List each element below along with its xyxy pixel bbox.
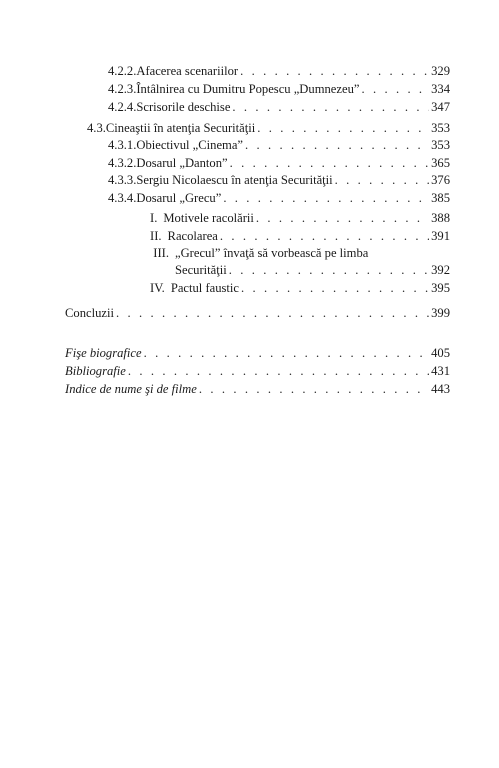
toc-entry-title: Dosarul „Grecu” [136,191,222,205]
toc-entry-title: Scrisorile deschise [136,100,231,114]
dot-leader [230,155,429,171]
toc-entry-number: 4.2.3. [108,82,137,96]
toc-entry-page: 399 [431,306,450,320]
dot-leader [335,172,429,188]
toc-entry-page: 353 [431,121,450,135]
toc-entry-part-iv[interactable] [150,280,450,296]
toc-entry-title: Obiectivul „Cinema” [136,138,244,152]
toc-entry-number: IV. [150,281,165,295]
toc-entry-title: Afacerea scenariilor [136,64,239,78]
toc-entry-title: Pactul faustic [170,281,240,295]
toc-entry-number: 4.3.4. [108,191,137,205]
dot-leader [116,305,429,321]
toc-entry-title: Sergiu Nicolaescu în atenţia Securităţii [136,173,333,187]
toc-entry-4-2-3[interactable] [108,81,450,97]
dot-leader [128,363,429,379]
toc-entry-page: 353 [431,138,450,152]
dot-leader [199,381,429,397]
toc-entry-page: 391 [431,229,450,243]
toc-entry-page: 405 [431,346,450,360]
toc-entry-indice[interactable] [65,381,450,397]
toc-entry-page: 329 [431,64,450,78]
toc-entry-number: 4.3.3. [108,173,137,187]
toc-entry-fise-biografice[interactable] [65,345,450,361]
toc-entry-4-3-4[interactable] [108,190,450,206]
toc-entry-concluzii[interactable] [65,305,450,321]
dot-leader [240,63,429,79]
toc-entry-number: III. [153,246,169,260]
toc-entry-page: 347 [431,100,450,114]
toc-entry-part-iii-line1[interactable] [150,245,368,261]
toc-entry-number: II. [150,229,162,243]
toc-entry-title: Bibliografie [65,364,126,378]
toc-entry-title-line1: „Grecul” învaţă să vorbească pe limba [175,246,369,260]
dot-leader [232,99,429,115]
toc-entry-part-iii[interactable] [175,262,450,278]
toc-entry-page: 392 [431,263,450,277]
toc-entry-part-ii[interactable] [150,228,450,244]
toc-entry-title: Racolarea [167,229,218,243]
toc-entry-title: Indice de nume şi de filme [65,382,197,396]
dot-leader [257,120,429,136]
dot-leader [223,190,429,206]
toc-entry-page: 365 [431,156,450,170]
dot-leader [241,280,429,296]
dot-leader [144,345,430,361]
toc-entry-title: Întâlnirea cu Dumitru Popescu „Dumnezeu” [136,82,360,96]
toc-entry-number: 4.2.4. [108,100,137,114]
toc-entry-title: Concluzii [65,306,114,320]
toc-entry-4-2-4[interactable] [108,99,450,115]
toc-entry-page: 395 [431,281,450,295]
toc-entry-4-3-3[interactable] [108,172,450,188]
toc-entry-bibliografie[interactable] [65,363,450,379]
toc-entry-number: 4.3. [87,121,106,135]
dot-leader [361,81,429,97]
toc-entry-title: Cineaştii în atenţia Securităţii [105,121,256,135]
toc-entry-part-i[interactable] [150,210,450,226]
toc-entry-4-3-2[interactable] [108,155,450,171]
dot-leader [220,228,429,244]
toc-entry-title: Fişe biografice [65,346,142,360]
dot-leader [256,210,429,226]
toc-entry-4-3-1[interactable] [108,137,450,153]
toc-entry-number: 4.3.1. [108,138,137,152]
toc-entry-page: 334 [431,82,450,96]
toc-entry-page: 388 [431,211,450,225]
toc-entry-4-3[interactable] [87,120,450,136]
toc-entry-4-2-2[interactable] [108,63,450,79]
toc-entry-number: 4.2.2. [108,64,137,78]
toc-entry-title: Dosarul „Danton” [136,156,228,170]
toc-entry-page: 431 [431,364,450,378]
toc-entry-page: 385 [431,191,450,205]
toc-entry-title: Motivele racolării [163,211,254,225]
dot-leader [245,137,429,153]
toc-entry-page: 376 [431,173,450,187]
toc-entry-page: 443 [431,382,450,396]
toc-entry-number: 4.3.2. [108,156,137,170]
toc-entry-number: I. [150,211,158,225]
toc-entry-title: Securităţii [175,263,227,277]
dot-leader [229,262,429,278]
